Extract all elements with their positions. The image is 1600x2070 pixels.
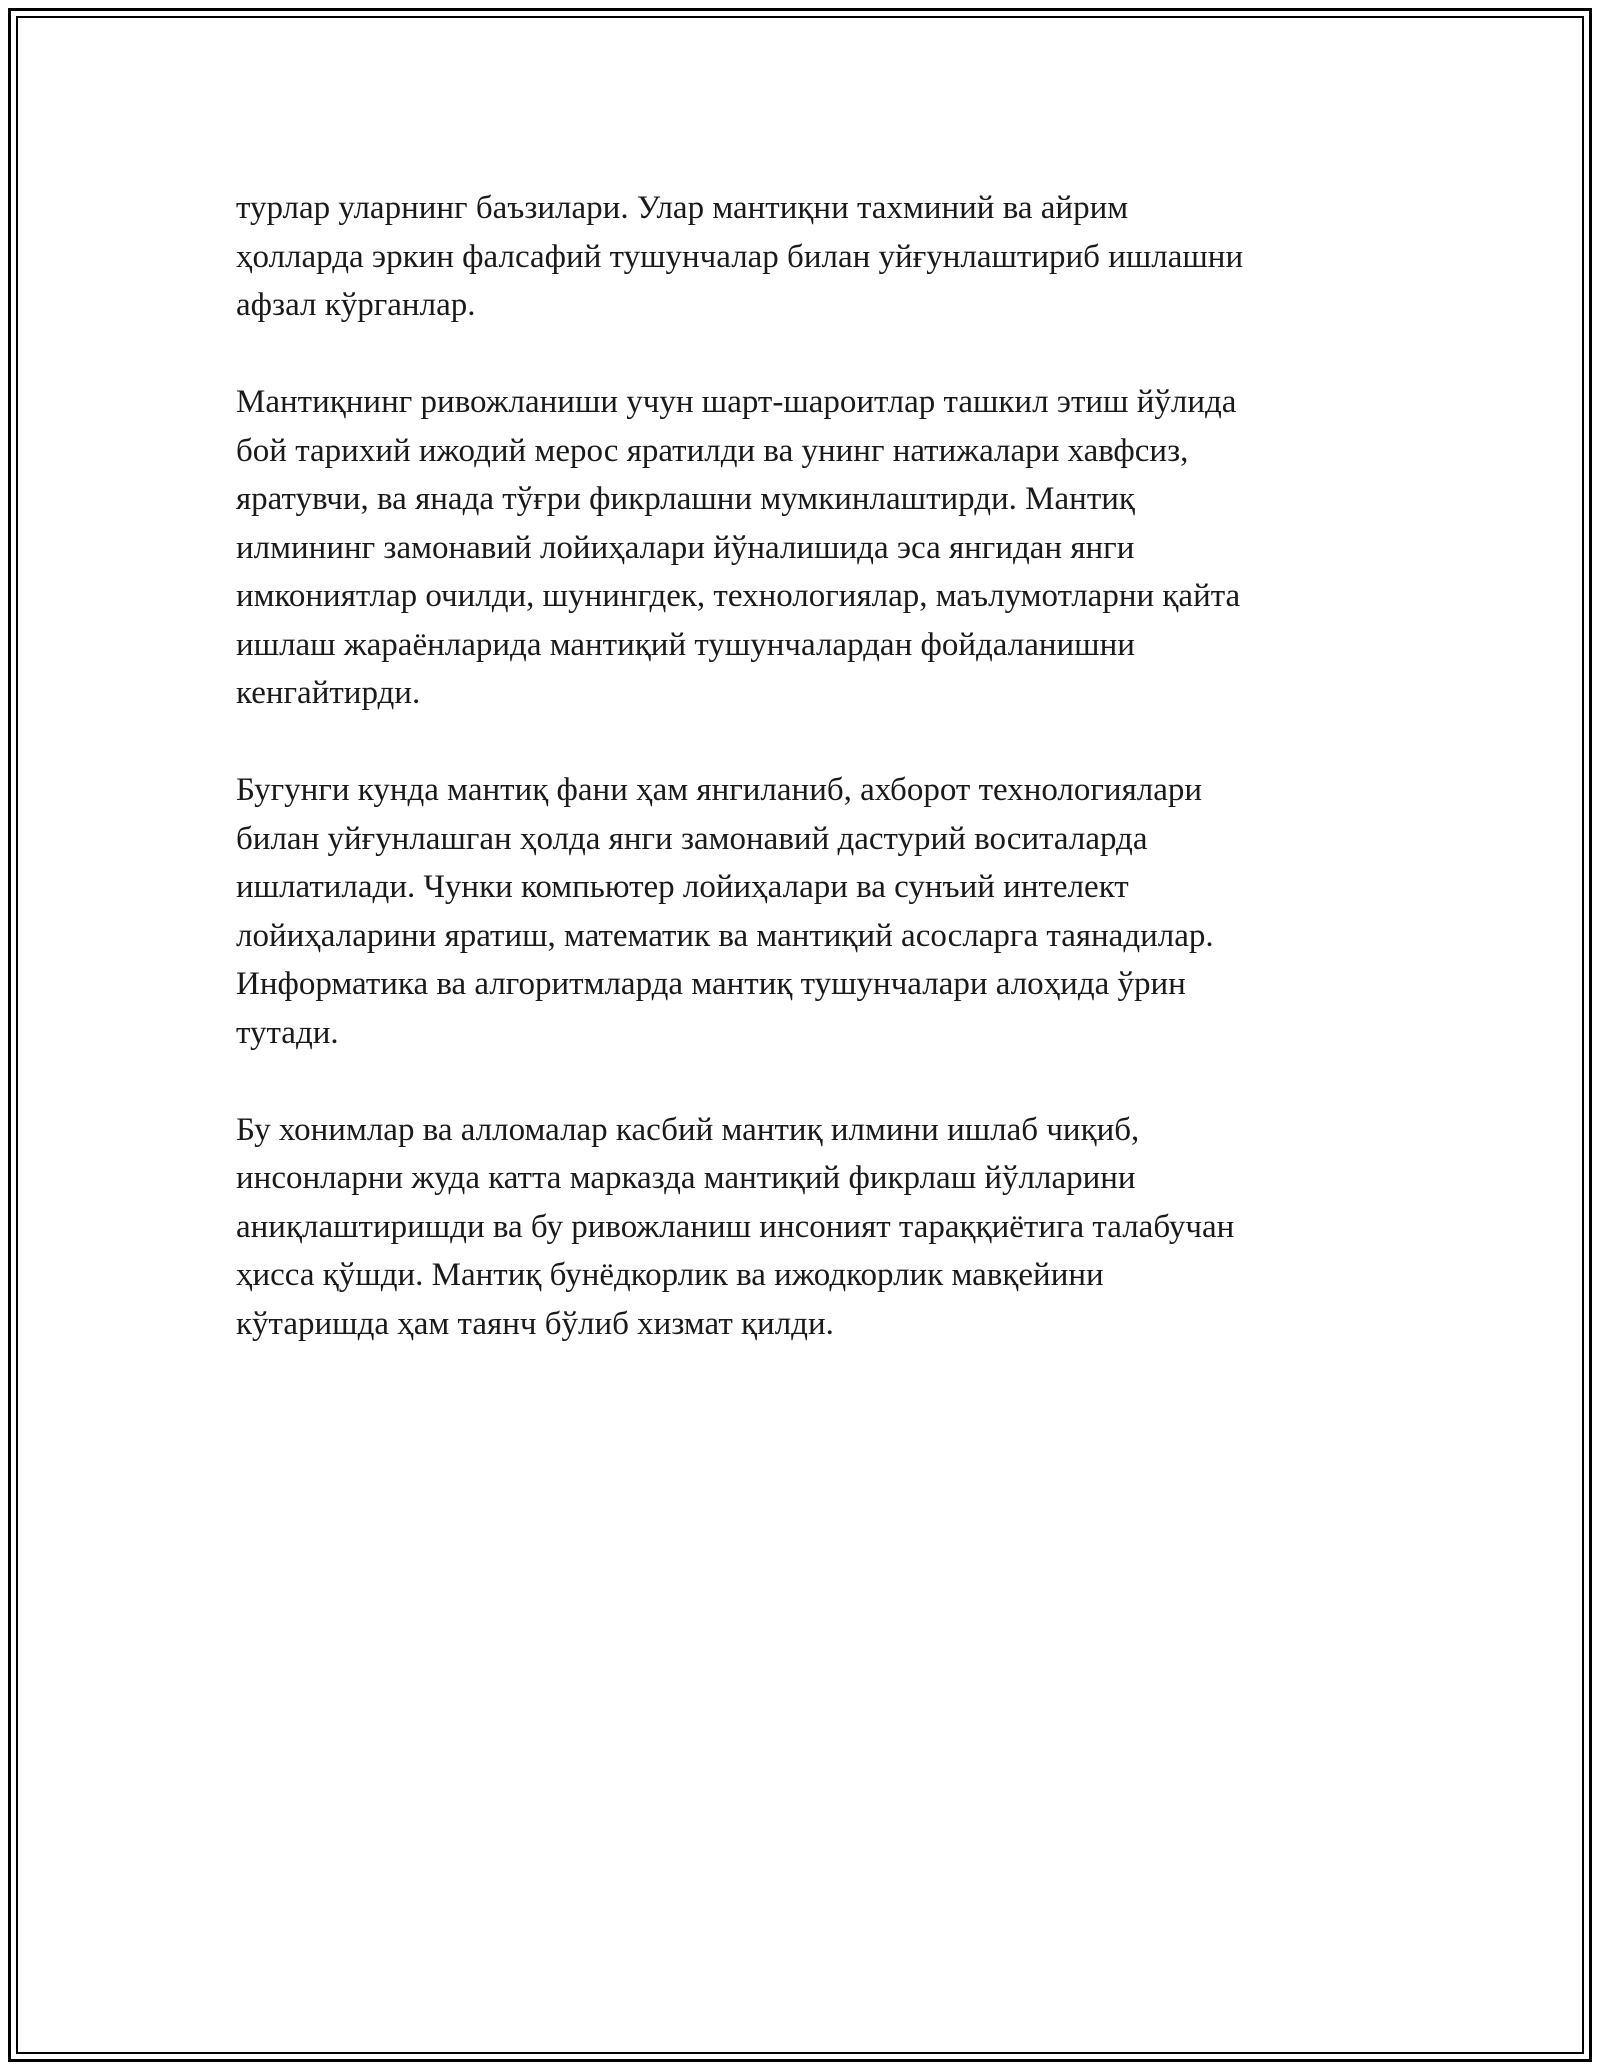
text-line: бой тарихий ижодий мерос яратилди ва унинг натижалари хавфсиз, [236,432,1189,469]
text-line: Бу хонимлар ва алломалар касбий мантиқ илмини ишлаб чиқиб, [236,1111,1140,1148]
text-line: Информатика ва алгоритмларда мантиқ тушунчалари алоҳида ўрин [236,966,1186,1002]
text-line: ишлатилади. Чунки компьютер лойиҳалари ва сунъий интелект [236,869,1129,905]
text-line: Бугунги кунда мантиқ фани ҳам янгиланиб, ахборот технологиялари [236,772,1203,808]
paragraph-3 [236,766,1396,1057]
text-line: афзал кўрганлар. [236,287,476,323]
paragraph-1 [236,184,1396,330]
text-line: тутади. [236,1014,339,1051]
text-line: Мантиқнинг ривожланиши учун шарт-шароитлар ташкил этиш йўлида [236,384,1237,420]
text-line: турлар уларнинг баъзилари. Улар мантиқни тахминий ва айрим [236,190,1129,226]
text-line: кўтаришда ҳам таянч бўлиб хизмат қилди. [236,1305,834,1342]
text-line: имкониятлар очилди, шунингдек, технологиялар, маълумотларни қайта [236,578,1241,614]
text-line: ҳисса қўшди. Мантиқ бунёдкорлик ва ижодкорлик мавқейини [236,1257,1104,1293]
document-body [236,184,1396,1397]
paragraph-2 [236,378,1396,718]
text-line: ишлаш жараёнларида мантиқий тушунчалардан фойдаланишни [236,626,1135,663]
text-line: лойиҳаларини яратиш, математик ва мантиқий асосларга таянадилар. [236,917,1214,954]
text-line: ҳолларда эркин фалсафий тушунчалар билан уйғунлаштириб ишлашни [236,238,1244,275]
text-line: билан уйғунлашган ҳолда янги замонавий дастурий воситаларда [236,820,1148,857]
text-line: аниқлаштиришди ва бу ривожланиш инсоният тараққиётига талабучан [236,1208,1235,1245]
text-line: илмининг замонавий лойиҳалари йўналишида эса янгидан янги [236,529,1135,566]
text-line: инсонларни жуда катта марказда мантиқий фикрлаш йўлларини [236,1160,1136,1196]
paragraph-4 [236,1106,1396,1349]
text-line: яратувчи, ва янада тўғри фикрлашни мумкинлаштирди. Мантиқ [236,481,1135,517]
text-line: кенгайтирди. [236,675,421,711]
